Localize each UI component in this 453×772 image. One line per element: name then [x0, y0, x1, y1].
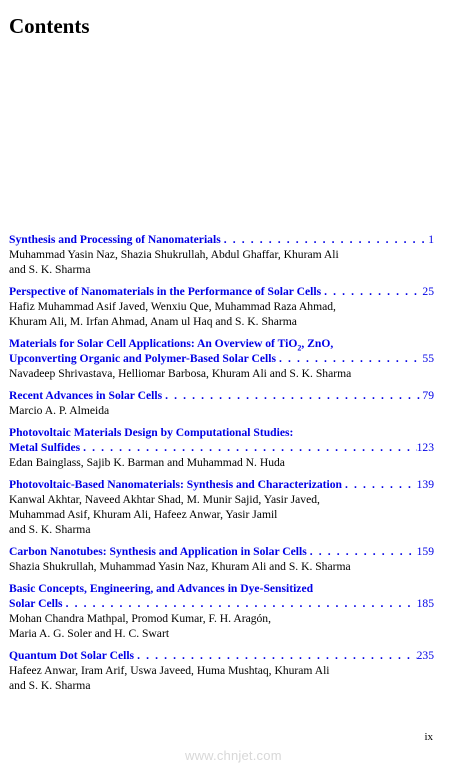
- chapter-authors-line: Hafiz Muhammad Asif Javed, Wenxiu Que, Muhammad Raza Ahmad,: [9, 300, 336, 313]
- chapter-authors-line: Muhammad Yasin Naz, Shazia Shukrullah, Abdul Ghaffar, Khuram Ali: [9, 248, 339, 261]
- chapter-authors-line: Khuram Ali, M. Irfan Ahmad, Anam ul Haq and S. K. Sharma: [9, 315, 297, 328]
- chapter-authors-line: Marcio A. P. Almeida: [9, 404, 110, 417]
- dot-leader: [321, 284, 422, 299]
- chapter-title: Synthesis and Processing of Nanomaterials: [9, 233, 221, 246]
- page-title: Contents: [9, 14, 90, 38]
- chapter-link[interactable]: [9, 351, 434, 366]
- chapter-title-part: Materials for Solar Cell Applications: An Overview of TiO: [9, 337, 298, 350]
- chapter-link[interactable]: [9, 477, 434, 492]
- dot-leader: [221, 232, 428, 247]
- chapter-title: Recent Advances in Solar Cells: [9, 389, 163, 402]
- chapter-link[interactable]: [9, 648, 434, 663]
- chapter-page-number: 185: [416, 597, 434, 610]
- dot-leader: [134, 648, 417, 663]
- chapter-page-number: 25: [422, 285, 434, 298]
- dot-leader: [307, 544, 417, 559]
- chapter-title: Solar Cells: [9, 597, 63, 610]
- dot-leader: [63, 596, 417, 611]
- chapter-link[interactable]: [9, 388, 434, 403]
- toc-entry: [9, 477, 434, 537]
- chapter-page-number: 123: [416, 441, 434, 454]
- subscript-text: 2: [297, 343, 302, 353]
- chapter-authors-line: Hafeez Anwar, Iram Arif, Uswa Javeed, Huma Mushtaq, Khuram Ali: [9, 664, 330, 677]
- dot-leader: [162, 388, 422, 403]
- dot-leader: [80, 440, 416, 455]
- chapter-title-part: , ZnO,: [301, 337, 334, 350]
- chapter-authors-line: Shazia Shukrullah, Muhammad Yasin Naz, Khuram Ali and S. K. Sharma: [9, 560, 351, 573]
- toc-entry: [9, 232, 434, 277]
- chapter-link[interactable]: [9, 232, 434, 247]
- chapter-authors-line: Navadeep Shrivastava, Helliomar Barbosa, Khuram Ali and S. K. Sharma: [9, 367, 352, 380]
- chapter-page-number: 139: [416, 478, 434, 491]
- page-number: ix: [424, 731, 433, 743]
- chapter-link[interactable]: [9, 544, 434, 559]
- chapter-title-first-line[interactable]: Photovoltaic Materials Design by Computational Studies:: [9, 426, 294, 439]
- dot-leader: [276, 351, 422, 366]
- toc-entry: [9, 425, 434, 470]
- chapter-page-number: 1: [428, 233, 434, 246]
- toc-entry: [9, 388, 434, 418]
- chapter-title: Carbon Nanotubes: Synthesis and Application in Solar Cells: [9, 545, 307, 558]
- chapter-authors-line: Edan Bainglass, Sajib K. Barman and Muhammad N. Huda: [9, 456, 285, 469]
- chapter-title: Upconverting Organic and Polymer-Based Solar Cells: [9, 352, 276, 365]
- chapter-authors-line: and S. K. Sharma: [9, 263, 91, 276]
- toc-entry: [9, 648, 434, 693]
- dot-leader: [342, 477, 417, 492]
- toc-entry: [9, 544, 434, 574]
- chapter-title: Quantum Dot Solar Cells: [9, 649, 135, 662]
- chapter-link[interactable]: [9, 440, 434, 455]
- chapter-page-number: 79: [422, 389, 434, 402]
- table-of-contents: [9, 232, 434, 700]
- toc-entry: [9, 284, 434, 329]
- chapter-authors-line: and S. K. Sharma: [9, 523, 91, 536]
- toc-entry: [9, 581, 434, 641]
- chapter-authors-line: Mohan Chandra Mathpal, Promod Kumar, F. H. Aragón,: [9, 612, 272, 625]
- chapter-authors-line: Muhammad Asif, Khuram Ali, Hafeez Anwar, Yasir Jamil: [9, 508, 278, 521]
- chapter-title-first-line[interactable]: [9, 336, 434, 351]
- chapter-title: Metal Sulfides: [9, 441, 81, 454]
- watermark: www.chnjet.com: [185, 748, 282, 763]
- chapter-page-number: 159: [416, 545, 434, 558]
- chapter-authors-line: and S. K. Sharma: [9, 679, 91, 692]
- chapter-title: Perspective of Nanomaterials in the Performance of Solar Cells: [9, 285, 322, 298]
- toc-entry: [9, 336, 434, 381]
- chapter-title-first-line[interactable]: Basic Concepts, Engineering, and Advances in Dye-Sensitized: [9, 582, 314, 595]
- chapter-authors-line: Maria A. G. Soler and H. C. Swart: [9, 627, 170, 640]
- chapter-link[interactable]: [9, 284, 434, 299]
- chapter-page-number: 235: [416, 649, 434, 662]
- chapter-authors-line: Kanwal Akhtar, Naveed Akhtar Shad, M. Munir Sajid, Yasir Javed,: [9, 493, 320, 506]
- chapter-link[interactable]: [9, 596, 434, 611]
- chapter-title: Photovoltaic-Based Nanomaterials: Synthesis and Characterization: [9, 478, 342, 491]
- chapter-page-number: 55: [422, 352, 434, 365]
